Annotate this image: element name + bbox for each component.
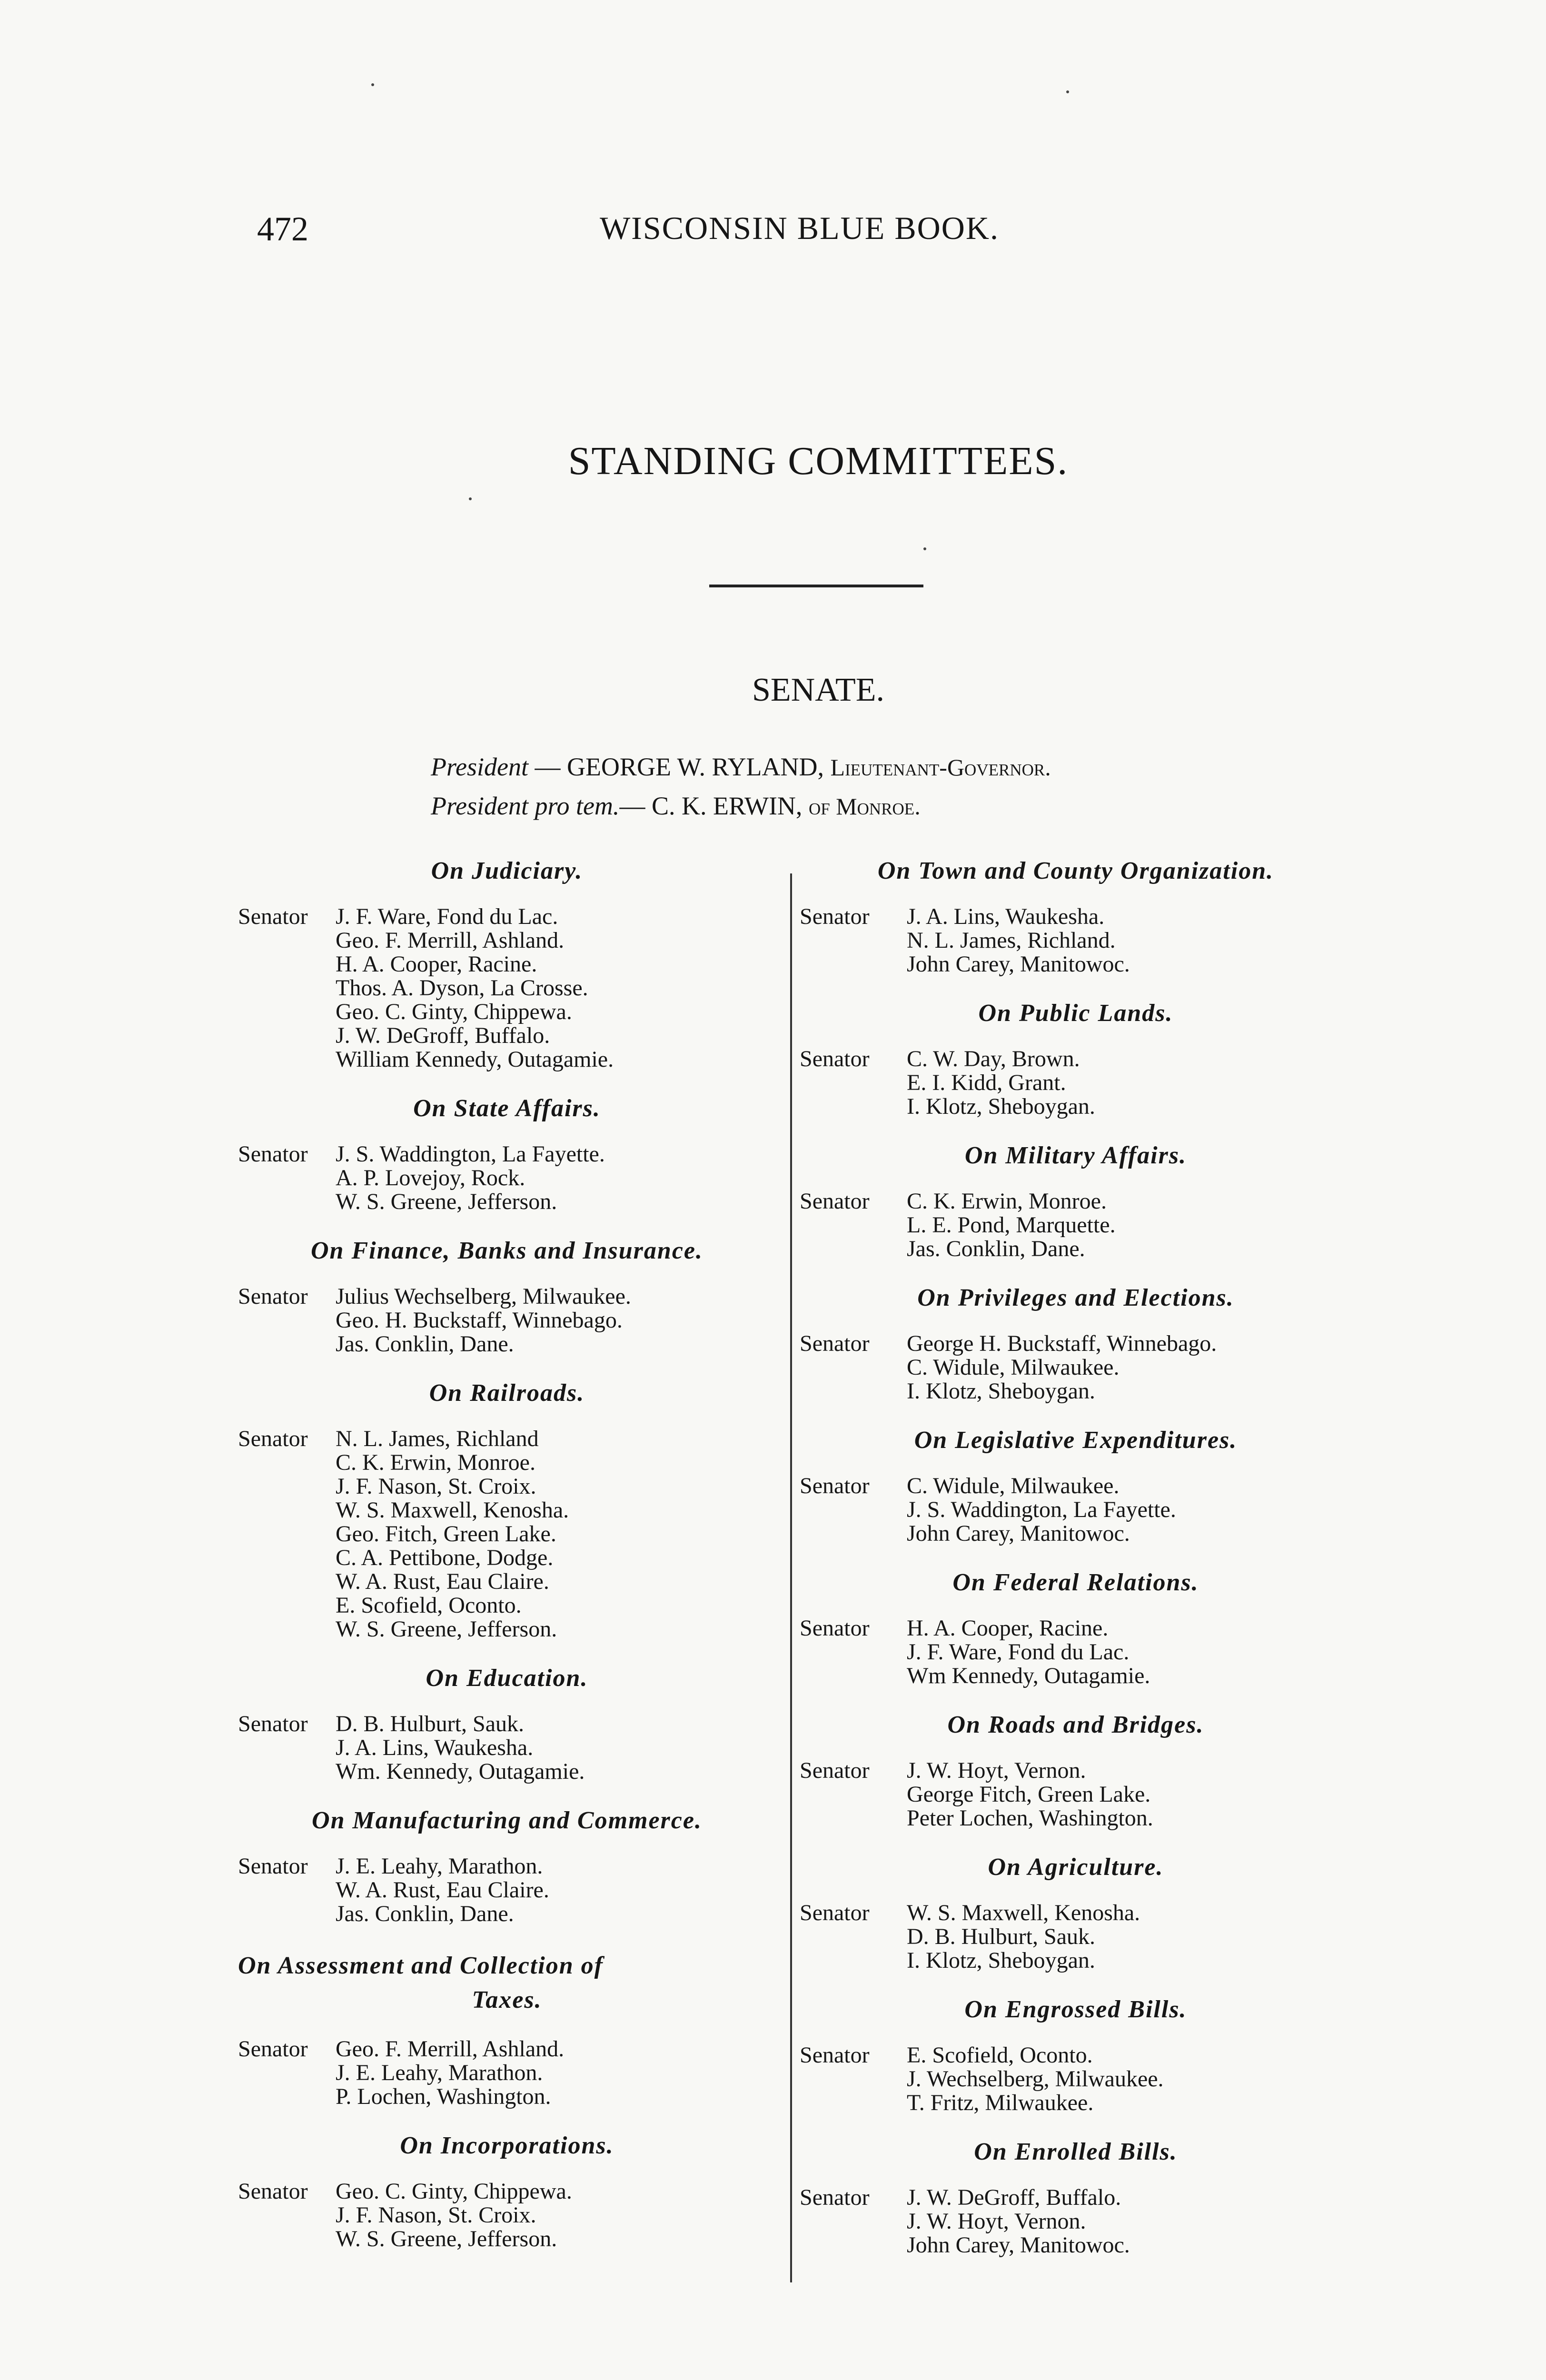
member-name: N. L. James, Richland.: [907, 928, 1116, 953]
member-name: Jas. Conklin, Dane.: [336, 1331, 514, 1357]
member-name: Jas. Conklin, Dane.: [907, 1236, 1085, 1261]
member-name: E. Scofield, Oconto.: [336, 1593, 522, 1618]
senator-label: Senator: [800, 2185, 870, 2210]
member-name: W. S. Maxwell, Kenosha.: [336, 1497, 569, 1523]
member-row: [800, 1095, 1352, 1119]
committee-heading: On Town and County Organization.: [877, 857, 1274, 884]
member-name: J. W. Hoyt, Vernon.: [907, 1758, 1086, 1783]
senator-label: Senator: [800, 1900, 870, 1925]
committee-heading: On Agriculture.: [988, 1854, 1164, 1881]
member-name: W. S. Maxwell, Kenosha.: [907, 1900, 1140, 1925]
member-list: [238, 1142, 776, 1214]
running-head: [257, 209, 1070, 257]
member-row: [238, 1878, 776, 1902]
committee-heading: On Military Affairs.: [964, 1142, 1187, 1169]
member-list: [238, 2180, 776, 2251]
member-row: [800, 1047, 1352, 1071]
member-list: [800, 2186, 1352, 2257]
member-row: [800, 1071, 1352, 1095]
member-list: [238, 1427, 776, 1641]
right-column: [800, 857, 1352, 2280]
committee-heading: On Finance, Banks and Insurance.: [311, 1237, 703, 1264]
member-name: Geo. Fitch, Green Lake.: [336, 1521, 556, 1547]
officer-dash: —: [528, 753, 567, 781]
member-name: W. A. Rust, Eau Claire.: [336, 1877, 549, 1903]
committee: [238, 1379, 776, 1641]
committee: [238, 2132, 776, 2251]
member-name: J. E. Leahy, Marathon.: [336, 1854, 543, 1879]
member-row: [238, 905, 776, 929]
member-name: N. L. James, Richland: [336, 1426, 539, 1451]
member-name: Thos. A. Dyson, La Crosse.: [336, 975, 588, 1001]
member-list: [800, 1901, 1352, 1973]
member-row: [800, 929, 1352, 952]
member-row: [238, 2061, 776, 2085]
senator-label: Senator: [238, 904, 308, 929]
member-row: [238, 2037, 776, 2061]
member-name: J. S. Waddington, La Fayette.: [336, 1141, 605, 1167]
committee-heading: On Roads and Bridges.: [947, 1711, 1204, 1738]
member-row: [800, 2233, 1352, 2257]
member-name: C. Widule, Milwaukee.: [907, 1355, 1120, 1380]
member-row: [238, 1522, 776, 1546]
member-name: E. I. Kidd, Grant.: [907, 1070, 1066, 1095]
book-title: WISCONSIN BLUE BOOK.: [600, 210, 999, 246]
member-row: [238, 1854, 776, 1878]
member-name: W. S. Greene, Jefferson.: [336, 1189, 557, 1214]
member-row: [238, 2085, 776, 2109]
member-name: Geo. F. Merrill, Ashland.: [336, 2036, 565, 2062]
committee-heading: On Education.: [426, 1665, 588, 1692]
member-row: [800, 1379, 1352, 1403]
senator-label: Senator: [800, 1331, 870, 1356]
member-row: [800, 1616, 1352, 1640]
member-name: A. P. Lovejoy, Rock.: [336, 1165, 525, 1190]
member-name: George Fitch, Green Lake.: [907, 1782, 1151, 1807]
senator-label: Senator: [238, 1426, 308, 1451]
member-row: [238, 1736, 776, 1760]
member-row: [800, 1237, 1352, 1261]
committee-heading-line: Taxes.: [472, 1986, 542, 2013]
member-row: [800, 1522, 1352, 1546]
committee: [238, 1806, 776, 1926]
member-list: [238, 905, 776, 1071]
senator-label: Senator: [800, 2043, 870, 2068]
member-row: [238, 1309, 776, 1332]
page-number: 472: [257, 210, 308, 248]
committee: [238, 857, 776, 1071]
member-list: [800, 1474, 1352, 1546]
member-row: [800, 1332, 1352, 1356]
member-row: [800, 1806, 1352, 1830]
member-name: J. Wechselberg, Milwaukee.: [907, 2066, 1164, 2092]
committee-heading: On Legislative Expenditures.: [914, 1427, 1238, 1454]
member-name: C. K. Erwin, Monroe.: [907, 1189, 1107, 1214]
senator-label: Senator: [800, 1616, 870, 1641]
member-name: P. Lochen, Washington.: [336, 2084, 551, 2109]
member-name: J. W. DeGroff, Buffalo.: [336, 1023, 550, 1048]
officer-president: [431, 752, 1051, 782]
officer-dash: —: [619, 792, 652, 820]
member-name: W. S. Greene, Jefferson.: [336, 1616, 557, 1642]
committee: [800, 1284, 1352, 1403]
print-speck: [469, 497, 472, 500]
member-row: [800, 952, 1352, 976]
member-name: Geo. H. Buckstaff, Winnebago.: [336, 1308, 623, 1333]
member-name: Geo. C. Ginty, Chippewa.: [336, 2179, 572, 2204]
member-row: [238, 2180, 776, 2203]
member-row: [238, 1498, 776, 1522]
officer-role: President: [431, 753, 528, 781]
member-row: [238, 1332, 776, 1356]
member-name: C. A. Pettibone, Dodge.: [336, 1545, 554, 1570]
member-name: Wm. Kennedy, Outagamie.: [336, 1759, 585, 1784]
member-row: [238, 1285, 776, 1309]
committee: [800, 1711, 1352, 1830]
member-name: L. E. Pond, Marquette.: [907, 1212, 1116, 1238]
member-name: D. B. Hulburt, Sauk.: [907, 1924, 1095, 1949]
member-name: Wm Kennedy, Outagamie.: [907, 1663, 1150, 1688]
senator-label: Senator: [800, 904, 870, 929]
committee-heading: On Railroads.: [429, 1379, 585, 1407]
member-name: D. B. Hulburt, Sauk.: [336, 1711, 524, 1736]
member-row: [238, 1190, 776, 1214]
committee: [800, 1426, 1352, 1546]
member-name: C. W. Day, Brown.: [907, 1046, 1080, 1071]
page-title: STANDING COMMITTEES.: [568, 439, 1069, 483]
committee: [800, 857, 1352, 976]
member-row: [238, 1546, 776, 1570]
officer-name: GEORGE W. RYLAND,: [566, 753, 831, 781]
member-row: [238, 1570, 776, 1594]
member-row: [800, 2067, 1352, 2091]
member-name: I. Klotz, Sheboygan.: [907, 1378, 1095, 1404]
member-row: [800, 1949, 1352, 1973]
member-list: [800, 1047, 1352, 1119]
member-row: [238, 1451, 776, 1475]
member-list: [800, 1616, 1352, 1688]
senator-label: Senator: [238, 1711, 308, 1736]
committee: [238, 1237, 776, 1356]
member-row: [800, 1783, 1352, 1806]
member-row: [238, 1142, 776, 1166]
senator-label: Senator: [238, 2036, 308, 2062]
committee-heading: On Federal Relations.: [952, 1569, 1199, 1596]
member-row: [238, 1475, 776, 1498]
member-row: [800, 1925, 1352, 1949]
member-row: [238, 1902, 776, 1926]
member-name: J. S. Waddington, La Fayette.: [907, 1497, 1176, 1522]
committee-heading: On Privileges and Elections.: [917, 1284, 1234, 1311]
member-list: [800, 1759, 1352, 1830]
member-name: J. A. Lins, Waukesha.: [907, 904, 1105, 929]
member-name: T. Fritz, Milwaukee.: [907, 2090, 1094, 2115]
member-row: [800, 1213, 1352, 1237]
member-row: [800, 2210, 1352, 2233]
member-row: [800, 1356, 1352, 1379]
member-name: Geo. F. Merrill, Ashland.: [336, 928, 565, 953]
member-name: Peter Lochen, Washington.: [907, 1805, 1153, 1831]
member-name: J. F. Nason, St. Croix.: [336, 1474, 536, 1499]
member-name: W. S. Greene, Jefferson.: [336, 2226, 557, 2251]
member-list: [800, 2043, 1352, 2115]
committee: [800, 1568, 1352, 1688]
member-list: [238, 2037, 776, 2109]
committee: [238, 1094, 776, 1214]
print-speck: [371, 83, 374, 86]
senator-label: Senator: [800, 1473, 870, 1498]
senator-label: Senator: [238, 1854, 308, 1879]
member-name: Geo. C. Ginty, Chippewa.: [336, 999, 572, 1024]
member-row: [800, 1664, 1352, 1688]
member-name: J. A. Lins, Waukesha.: [336, 1735, 534, 1760]
member-name: C. Widule, Milwaukee.: [907, 1473, 1120, 1498]
member-name: H. A. Cooper, Racine.: [907, 1616, 1109, 1641]
member-row: [238, 1594, 776, 1617]
member-name: George H. Buckstaff, Winnebago.: [907, 1331, 1217, 1356]
member-list: [238, 1285, 776, 1356]
member-row: [238, 1427, 776, 1451]
committee-heading: On Enrolled Bills.: [974, 2138, 1178, 2165]
committee: [800, 2138, 1352, 2257]
committee-heading: On Engrossed Bills.: [964, 1996, 1187, 2023]
committee-heading: On Judiciary.: [431, 857, 583, 884]
member-list: [800, 905, 1352, 976]
left-column: [238, 857, 776, 2274]
member-row: [800, 1640, 1352, 1664]
member-name: W. A. Rust, Eau Claire.: [336, 1569, 549, 1594]
print-speck: [1066, 90, 1069, 93]
committee-heading: On Manufacturing and Commerce.: [312, 1807, 702, 1834]
column-divider: [790, 873, 792, 2282]
member-name: J. E. Leahy, Marathon.: [336, 2060, 543, 2085]
member-list: [800, 1190, 1352, 1261]
member-name: William Kennedy, Outagamie.: [336, 1047, 614, 1072]
senator-label: Senator: [800, 1189, 870, 1214]
member-name: Julius Wechselberg, Milwaukee.: [336, 1284, 631, 1309]
member-row: [238, 1048, 776, 1071]
member-list: [238, 1712, 776, 1784]
senator-label: Senator: [238, 1284, 308, 1309]
member-row: [238, 1617, 776, 1641]
print-speck: [923, 547, 926, 550]
member-list: [800, 1332, 1352, 1403]
member-row: [800, 1759, 1352, 1783]
member-list: [238, 1854, 776, 1926]
member-name: J. F. Ware, Fond du Lac.: [907, 1639, 1130, 1665]
member-row: [238, 2203, 776, 2227]
member-row: [238, 1166, 776, 1190]
committee-heading-line: On Assessment and Collection of: [238, 1952, 604, 1979]
member-row: [800, 1901, 1352, 1925]
senator-label: Senator: [800, 1758, 870, 1783]
member-row: [238, 2227, 776, 2251]
committee: [238, 1949, 776, 2109]
committee-heading: On State Affairs.: [413, 1095, 601, 1122]
member-row: [238, 1712, 776, 1736]
member-row: [238, 929, 776, 952]
member-row: [800, 905, 1352, 929]
chamber-heading: SENATE.: [752, 672, 885, 708]
member-row: [800, 1190, 1352, 1213]
member-name: J. W. Hoyt, Vernon.: [907, 2209, 1086, 2234]
officer-note: Lieutenant-Governor.: [830, 754, 1051, 781]
member-row: [800, 2091, 1352, 2115]
member-name: John Carey, Manitowoc.: [907, 952, 1130, 977]
member-name: J. F. Ware, Fond du Lac.: [336, 904, 558, 929]
member-row: [238, 1000, 776, 1024]
member-row: [238, 952, 776, 976]
member-row: [800, 1474, 1352, 1498]
member-row: [238, 1760, 776, 1784]
senator-label: Senator: [238, 1141, 308, 1167]
member-row: [238, 976, 776, 1000]
member-name: John Carey, Manitowoc.: [907, 1521, 1130, 1546]
senator-label: Senator: [800, 1046, 870, 1071]
committee: [800, 1995, 1352, 2115]
committee: [800, 1853, 1352, 1973]
member-row: [800, 2043, 1352, 2067]
committee: [800, 1141, 1352, 1261]
member-name: J. W. DeGroff, Buffalo.: [907, 2185, 1121, 2210]
member-name: E. Scofield, Oconto.: [907, 2043, 1093, 2068]
committee: [800, 999, 1352, 1119]
member-name: John Carey, Manitowoc.: [907, 2232, 1130, 2258]
member-name: J. F. Nason, St. Croix.: [336, 2202, 536, 2228]
title-rule: [709, 585, 923, 587]
senator-label: Senator: [238, 2179, 308, 2204]
officer-role: President pro tem.: [431, 792, 620, 820]
member-name: I. Klotz, Sheboygan.: [907, 1948, 1095, 1973]
officer-name: C. K. ERWIN,: [651, 792, 809, 820]
member-name: C. K. Erwin, Monroe.: [336, 1450, 535, 1475]
member-name: H. A. Cooper, Racine.: [336, 952, 537, 977]
officer-president-pro-tem: [431, 791, 921, 821]
committee-heading: [238, 1949, 776, 2017]
member-name: Jas. Conklin, Dane.: [336, 1901, 514, 1926]
committee-heading: On Public Lands.: [978, 1000, 1173, 1027]
member-row: [238, 1024, 776, 1048]
member-row: [800, 2186, 1352, 2210]
committee: [238, 1664, 776, 1784]
committee-heading: On Incorporations.: [400, 2132, 614, 2159]
officer-note: of Monroe.: [808, 793, 921, 820]
member-name: I. Klotz, Sheboygan.: [907, 1094, 1095, 1119]
member-row: [800, 1498, 1352, 1522]
